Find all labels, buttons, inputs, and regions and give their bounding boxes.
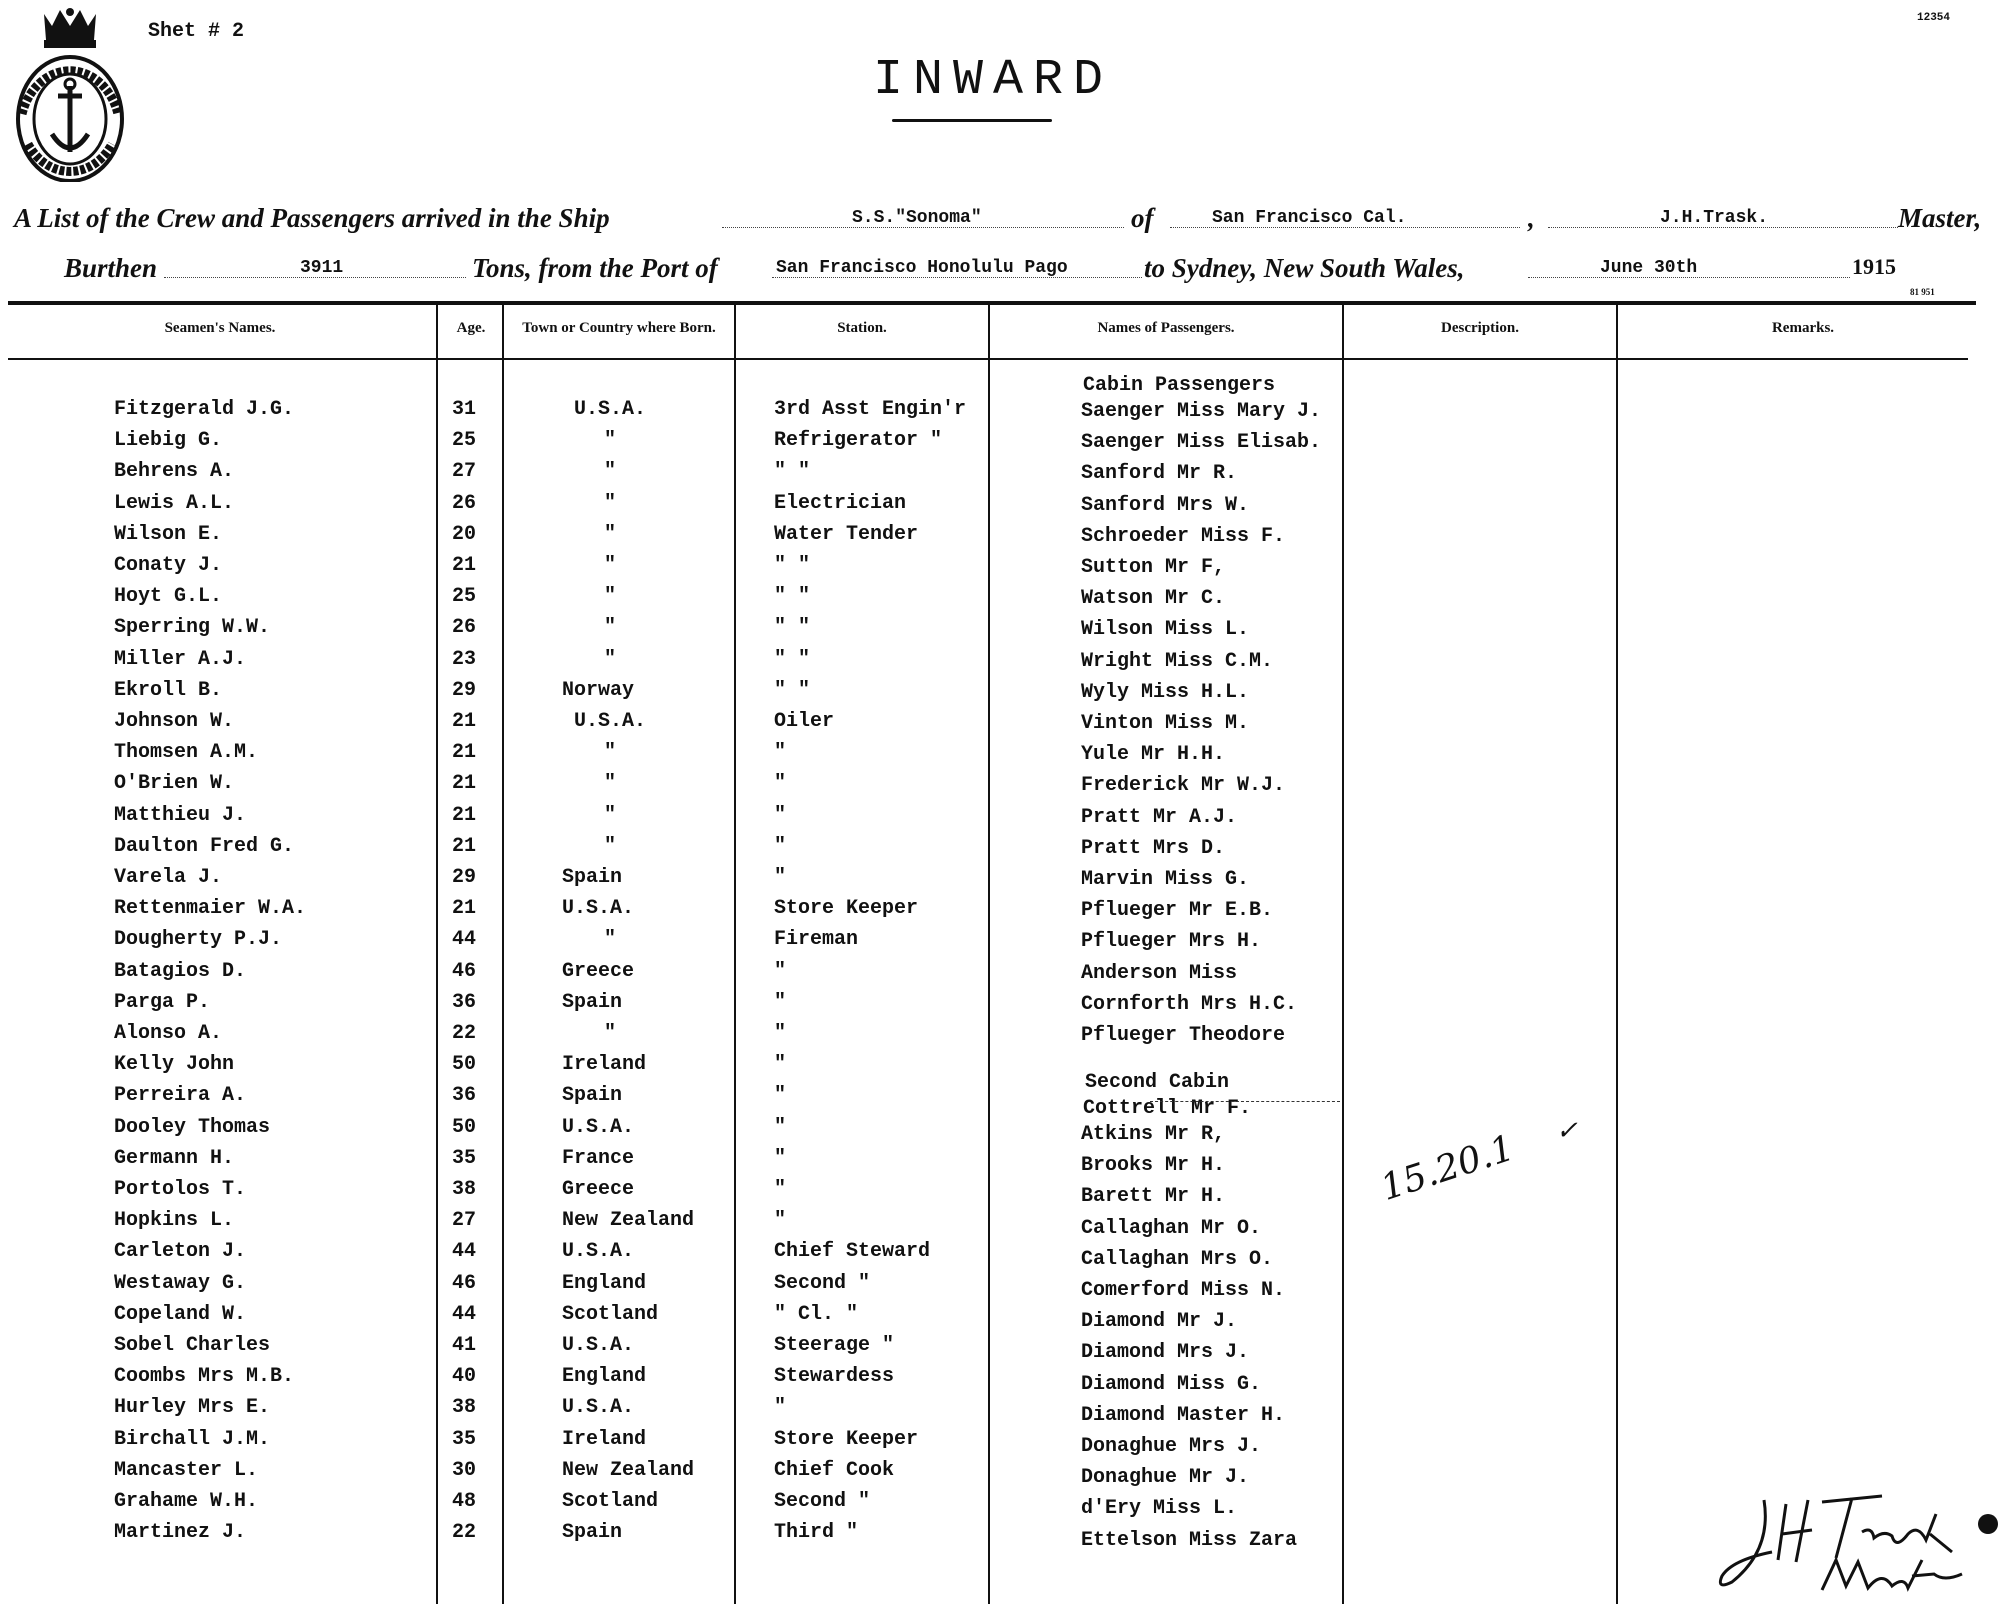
seaman-age: 41 <box>452 1334 477 1357</box>
seaman-age: 26 <box>452 616 477 639</box>
seaman-birthplace: " <box>604 523 617 546</box>
cabin-passenger: Sanford Mrs W. <box>1081 494 1250 517</box>
cabin-passenger: Saenger Miss Mary J. <box>1081 400 1322 423</box>
second-cabin-passenger: d'Ery Miss L. <box>1081 1497 1238 1520</box>
seaman-birthplace: England <box>562 1272 647 1295</box>
seaman-age: 22 <box>452 1022 477 1045</box>
seaman-name: Mancaster L. <box>114 1459 259 1482</box>
seaman-station: " <box>774 1053 787 1076</box>
master-name: J.H.Trask. <box>1660 208 1769 228</box>
document-number: 12354 <box>1917 12 1951 24</box>
seaman-birthplace: U.S.A. <box>562 1116 635 1139</box>
cabin-passengers-heading: Cabin Passengers <box>1083 374 1276 397</box>
seaman-station: Water Tender <box>774 523 919 546</box>
seaman-station: " <box>774 1084 787 1107</box>
col-divider-2 <box>502 304 504 1604</box>
cabin-passenger: Pratt Mr A.J. <box>1081 806 1238 829</box>
seaman-station: Second " <box>774 1272 871 1295</box>
master-signature <box>1712 1490 2002 1600</box>
seaman-name: Lewis A.L. <box>114 492 235 515</box>
ship-name: S.S."Sonoma" <box>852 208 982 228</box>
seaman-age: 50 <box>452 1116 477 1139</box>
seaman-name: Hopkins L. <box>114 1209 235 1232</box>
to-sydney-label: to Sydney, New South Wales, <box>1144 253 1465 283</box>
seaman-birthplace: Spain <box>562 1084 623 1107</box>
col-divider-4 <box>988 304 990 1604</box>
seal-crest <box>14 4 126 182</box>
signature-icon <box>1712 1490 2002 1600</box>
seaman-birthplace: Scotland <box>562 1490 659 1513</box>
seaman-age: 30 <box>452 1459 477 1482</box>
cabin-passenger: Marvin Miss G. <box>1081 868 1250 891</box>
seaman-birthplace: Scotland <box>562 1303 659 1326</box>
second-cabin-passenger: Barett Mr H. <box>1081 1185 1226 1208</box>
seaman-station: " " <box>774 585 811 608</box>
seaman-age: 44 <box>452 1303 477 1326</box>
seaman-name: Birchall J.M. <box>114 1428 271 1451</box>
seaman-birthplace: New Zealand <box>562 1459 695 1482</box>
cabin-passenger: Wilson Miss L. <box>1081 618 1250 641</box>
col-header-seamen: Seamen's Names. <box>164 320 276 336</box>
second-cabin-passenger: Donaghue Mr J. <box>1081 1466 1250 1489</box>
form-code: 81 951 <box>1910 287 1935 297</box>
seaman-birthplace: Spain <box>562 1521 623 1544</box>
seaman-station: " <box>774 835 787 858</box>
second-cabin-dashed-line <box>1150 1101 1340 1102</box>
seaman-age: 25 <box>452 429 477 452</box>
seaman-age: 23 <box>452 648 477 671</box>
seaman-age: 21 <box>452 804 477 827</box>
seaman-age: 35 <box>452 1147 477 1170</box>
seaman-name: Sperring W.W. <box>114 616 271 639</box>
seaman-station: " <box>774 991 787 1014</box>
col-header-description: Description. <box>1441 320 1519 336</box>
col-divider-5 <box>1342 304 1344 1604</box>
seaman-name: Copeland W. <box>114 1303 247 1326</box>
seaman-age: 21 <box>452 710 477 733</box>
title-flourish <box>892 119 1052 122</box>
burthen-label: Burthen <box>64 253 158 283</box>
seaman-birthplace: Ireland <box>562 1053 647 1076</box>
cabin-passenger: Schroeder Miss F. <box>1081 525 1286 548</box>
seaman-name: Miller A.J. <box>114 648 247 671</box>
seaman-name: Daulton Fred G. <box>114 835 295 858</box>
second-cabin-passenger: Diamond Mr J. <box>1081 1310 1238 1333</box>
seaman-age: 44 <box>452 928 477 951</box>
seaman-age: 46 <box>452 960 477 983</box>
seaman-age: 29 <box>452 679 477 702</box>
sheet-label: Shet # 2 <box>148 20 245 43</box>
seaman-age: 48 <box>452 1490 477 1513</box>
arrival-date: June 30th <box>1600 258 1698 278</box>
seaman-age: 35 <box>452 1428 477 1451</box>
cabin-passenger: Frederick Mr W.J. <box>1081 774 1286 797</box>
cabin-passenger: Pflueger Mr E.B. <box>1081 899 1274 922</box>
col-header-remarks: Remarks. <box>1771 320 1835 336</box>
seaman-station: Store Keeper <box>774 1428 919 1451</box>
seaman-station: " <box>774 866 787 889</box>
seaman-age: 21 <box>452 835 477 858</box>
cabin-passenger: Yule Mr H.H. <box>1081 743 1226 766</box>
seaman-age: 26 <box>452 492 477 515</box>
seaman-name: Batagios D. <box>114 960 247 983</box>
seaman-station: Steerage " <box>774 1334 895 1357</box>
seaman-station: Chief Cook <box>774 1459 895 1482</box>
seaman-name: Johnson W. <box>114 710 235 733</box>
table-top-rule <box>8 301 1976 305</box>
seaman-name: Alonso A. <box>114 1022 223 1045</box>
seaman-name: Parga P. <box>114 991 211 1014</box>
seaman-age: 27 <box>452 460 477 483</box>
cabin-passenger: Pratt Mrs D. <box>1081 837 1226 860</box>
cabin-passenger: Sanford Mr R. <box>1081 462 1238 485</box>
seaman-birthplace: " <box>604 429 617 452</box>
seaman-birthplace: U.S.A. <box>562 1240 635 1263</box>
second-cabin-passenger: Atkins Mr R, <box>1081 1123 1226 1146</box>
second-cabin-passenger: Diamond Master H. <box>1081 1404 1286 1427</box>
seaman-name: Varela J. <box>114 866 223 889</box>
seaman-station: " " <box>774 648 811 671</box>
seaman-name: Thomsen A.M. <box>114 741 259 764</box>
seaman-station: " <box>774 1022 787 1045</box>
second-cabin-passenger: Brooks Mr H. <box>1081 1154 1226 1177</box>
col-divider-1 <box>436 304 438 1604</box>
seaman-birthplace: France <box>562 1147 635 1170</box>
tons-from-port-label: Tons, from the Port of <box>472 253 718 283</box>
seaman-birthplace: England <box>562 1365 647 1388</box>
seaman-station: Second " <box>774 1490 871 1513</box>
seaman-name: Hoyt G.L. <box>114 585 223 608</box>
seaman-age: 40 <box>452 1365 477 1388</box>
of-label: of <box>1131 203 1154 233</box>
cabin-passenger: Anderson Miss <box>1081 962 1238 985</box>
seaman-name: Westaway G. <box>114 1272 247 1295</box>
seaman-age: 20 <box>452 523 477 546</box>
cabin-passenger: Watson Mr C. <box>1081 587 1226 610</box>
seaman-name: Fitzgerald J.G. <box>114 398 295 421</box>
second-cabin-passenger: Diamond Mrs J. <box>1081 1341 1250 1364</box>
cabin-passenger: Sutton Mr F, <box>1081 556 1226 579</box>
second-cabin-heading: Second Cabin <box>1085 1071 1230 1094</box>
seaman-age: 38 <box>452 1178 477 1201</box>
seaman-birthplace: " <box>604 554 617 577</box>
seaman-birthplace: Norway <box>562 679 635 702</box>
seaman-station: " <box>774 804 787 827</box>
seaman-age: 29 <box>452 866 477 889</box>
crown-anchor-seal-icon <box>14 4 126 182</box>
seaman-name: O'Brien W. <box>114 772 235 795</box>
seaman-age: 27 <box>452 1209 477 1232</box>
seaman-age: 38 <box>452 1396 477 1419</box>
seaman-age: 22 <box>452 1521 477 1544</box>
seaman-name: Germann H. <box>114 1147 235 1170</box>
seaman-name: Coombs Mrs M.B. <box>114 1365 295 1388</box>
seaman-station: " <box>774 1178 787 1201</box>
seaman-name: Kelly John <box>114 1053 235 1076</box>
col-header-born: Town or Country where Born. <box>522 320 716 336</box>
seaman-age: 31 <box>452 398 477 421</box>
seaman-station: Stewardess <box>774 1365 895 1388</box>
col-header-passengers: Names of Passengers. <box>1097 320 1235 336</box>
list-prefix: A List of the Crew and Passengers arrived in the Ship <box>14 203 610 233</box>
cabin-passenger: Pflueger Mrs H. <box>1081 930 1262 953</box>
seaman-birthplace: " <box>604 648 617 671</box>
seaman-name: Ekroll B. <box>114 679 223 702</box>
second-cabin-passenger: Diamond Miss G. <box>1081 1373 1262 1396</box>
check-mark-icon: ✓ <box>1556 1116 1578 1145</box>
seaman-age: 21 <box>452 772 477 795</box>
seaman-age: 44 <box>452 1240 477 1263</box>
seaman-station: Third " <box>774 1521 859 1544</box>
comma: , <box>1528 203 1535 233</box>
seaman-birthplace: Greece <box>562 960 635 983</box>
second-cabin-passenger: Callaghan Mr O. <box>1081 1217 1262 1240</box>
seaman-birthplace: Spain <box>562 866 623 889</box>
page-title: INWARD <box>872 52 1114 109</box>
cabin-passenger: Wright Miss C.M. <box>1081 650 1274 673</box>
seaman-name: Hurley Mrs E. <box>114 1396 271 1419</box>
seaman-birthplace: New Zealand <box>562 1209 695 1232</box>
seaman-station: " " <box>774 679 811 702</box>
seaman-name: Martinez J. <box>114 1521 247 1544</box>
from-port: San Francisco Honolulu Pago <box>776 258 1068 278</box>
seaman-name: Portolos T. <box>114 1178 247 1201</box>
second-cabin-passenger: Donaghue Mrs J. <box>1081 1435 1262 1458</box>
cabin-passenger: Vinton Miss M. <box>1081 712 1250 735</box>
second-cabin-passenger: Comerford Miss N. <box>1081 1279 1286 1302</box>
seaman-station: " " <box>774 554 811 577</box>
seaman-birthplace: U.S.A. <box>562 1396 635 1419</box>
seaman-birthplace: " <box>604 492 617 515</box>
seaman-birthplace: " <box>604 460 617 483</box>
seaman-birthplace: U.S.A. <box>562 897 635 920</box>
seaman-station: " <box>774 772 787 795</box>
home-port: San Francisco Cal. <box>1212 208 1407 228</box>
seaman-name: Wilson E. <box>114 523 223 546</box>
master-label: Master, <box>1898 203 1982 233</box>
seaman-station: 3rd Asst Engin'r <box>774 398 967 421</box>
seaman-name: Carleton J. <box>114 1240 247 1263</box>
seaman-birthplace: Spain <box>562 991 623 1014</box>
seaman-name: Rettenmaier W.A. <box>114 897 307 920</box>
seaman-age: 50 <box>452 1053 477 1076</box>
seaman-age: 21 <box>452 897 477 920</box>
seaman-age: 25 <box>452 585 477 608</box>
seaman-station: " <box>774 741 787 764</box>
seaman-age: 46 <box>452 1272 477 1295</box>
seaman-birthplace: " <box>604 804 617 827</box>
second-cabin-passenger: Ettelson Miss Zara <box>1081 1529 1298 1552</box>
seaman-station: Refrigerator " <box>774 429 943 452</box>
seaman-station: Store Keeper <box>774 897 919 920</box>
seaman-name: Conaty J. <box>114 554 223 577</box>
seaman-station: " <box>774 1209 787 1232</box>
seaman-birthplace: " <box>604 616 617 639</box>
seaman-birthplace: " <box>604 928 617 951</box>
seaman-age: 36 <box>452 1084 477 1107</box>
seaman-name: Matthieu J. <box>114 804 247 827</box>
seaman-name: Liebig G. <box>114 429 223 452</box>
cabin-passenger: Pflueger Theodore <box>1081 1024 1286 1047</box>
seaman-birthplace: " <box>604 585 617 608</box>
cabin-passenger: Wyly Miss H.L. <box>1081 681 1250 704</box>
col-divider-3 <box>734 304 736 1604</box>
seaman-station: " <box>774 1396 787 1419</box>
seaman-station: " <box>774 960 787 983</box>
col-header-age: Age. <box>456 320 486 336</box>
seaman-name: Perreira A. <box>114 1084 247 1107</box>
seaman-birthplace: U.S.A. <box>574 398 647 421</box>
seaman-birthplace: " <box>604 741 617 764</box>
seaman-age: 21 <box>452 741 477 764</box>
col-header-station: Station. <box>837 320 887 336</box>
seaman-birthplace: U.S.A. <box>574 710 647 733</box>
second-cabin-first-passenger: Cottrell Mr F. <box>1083 1097 1252 1120</box>
seaman-station: Fireman <box>774 928 859 951</box>
col-divider-6 <box>1616 304 1618 1604</box>
cabin-passenger: Saenger Miss Elisab. <box>1081 431 1322 454</box>
seaman-age: 21 <box>452 554 477 577</box>
seaman-name: Behrens A. <box>114 460 235 483</box>
burthen-value: 3911 <box>300 258 344 278</box>
seaman-station: " <box>774 1147 787 1170</box>
seaman-station: " " <box>774 616 811 639</box>
seaman-station: " <box>774 1116 787 1139</box>
seaman-birthplace: U.S.A. <box>562 1334 635 1357</box>
seaman-name: Dougherty P.J. <box>114 928 283 951</box>
seaman-age: 36 <box>452 991 477 1014</box>
seaman-station: " Cl. " <box>774 1303 859 1326</box>
seaman-name: Sobel Charles <box>114 1334 271 1357</box>
seaman-birthplace: " <box>604 835 617 858</box>
year: 1915 <box>1852 254 1896 279</box>
seaman-name: Grahame W.H. <box>114 1490 259 1513</box>
seaman-station: " " <box>774 460 811 483</box>
seaman-birthplace: Ireland <box>562 1428 647 1451</box>
handwritten-tally: 15.20.1 <box>1376 1127 1520 1209</box>
seaman-birthplace: " <box>604 1022 617 1045</box>
second-cabin-passenger: Callaghan Mrs O. <box>1081 1248 1274 1271</box>
seaman-station: Chief Steward <box>774 1240 931 1263</box>
seaman-name: Dooley Thomas <box>114 1116 271 1139</box>
seaman-birthplace: " <box>604 772 617 795</box>
seaman-birthplace: Greece <box>562 1178 635 1201</box>
cabin-passenger: Cornforth Mrs H.C. <box>1081 993 1298 1016</box>
seaman-station: Oiler <box>774 710 835 733</box>
seaman-station: Electrician <box>774 492 907 515</box>
